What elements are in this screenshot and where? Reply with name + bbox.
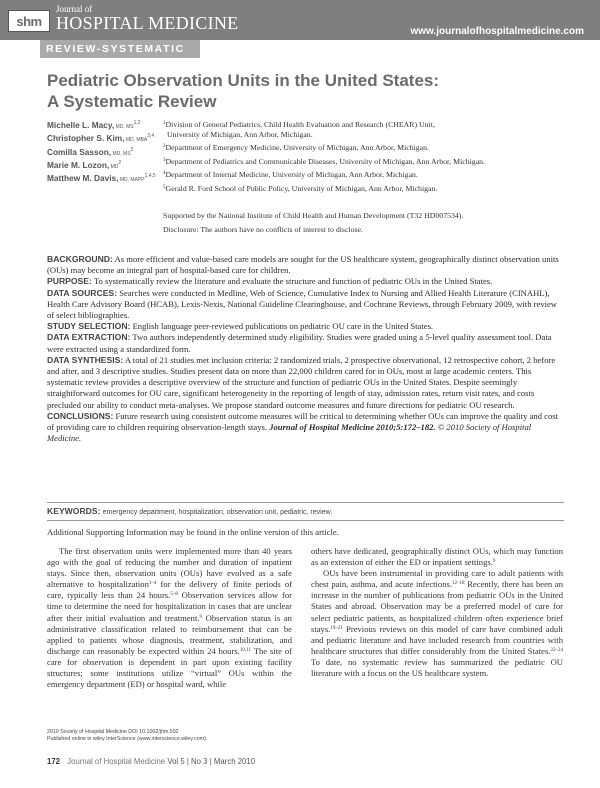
affiliation: $^5$Gerald R. Ford School of Public Policy, University of Michigan, Ann Arbor, Michigan. xyxy=(163,183,438,193)
affiliation-list xyxy=(163,119,563,196)
article-title xyxy=(47,70,547,112)
page-number: 172 xyxy=(47,757,61,766)
body-paragraph: The first observation units were implemented more than 40 years ago with the goal of reducing the number and duration of inpatient stays. Since then, observation units (OUs) have evolved as a safe alternative to hospitalization$^{1-4}$ for the delivery of finite periods of care, typically less than 24 hours.$^{5-8}$ Observation services allow for time to determine the need for hospitalization in cases that are unclear after their initial evaluation and treatment.$^9$ Observation status is an administrative classification related to reimbursement that can be applied to patients whose diagnosis, treatment, stabilization, and discharge can reasonably be expected within 24 hours.$^{10,11}$ The site of care for observation is dependent in part upon existing facility structures; some institutions utilize “virtual” OUs within the emergency department (ED) or hospital ward, while xyxy=(47,546,293,690)
abstract-data-sources: DATA SOURCES: Searches were conducted in Medline, Web of Science, Cumulative Index to Nursing and Allied Health Literature (CINAHL), Health Care Advisory Board (HCAB), Lexis-Nexis, National Guideline Clearinghouse, and Cochrane Reviews, through February 2009, with review of select bibliographies. xyxy=(47,287,558,321)
funding-statement: Supported by the National Institute of Child Health and Human Development (T32 HD007534). xyxy=(163,211,464,220)
author: Matthew M. Davis, MD, MAPP$^{1,4,5}$ xyxy=(47,173,156,184)
keywords: KEYWORDS: emergency department, hospitalization, observation unit, pediatric, review. xyxy=(47,506,333,516)
author: Christopher S. Kim, MD, MBA$^{3,4}$ xyxy=(47,133,155,144)
abstract-conclusions: CONCLUSIONS: Future research using consistent outcome measures will be critical to determining whether OUs can improve the quality and cost of providing care to children requiring observation-length stays. Journal of Hospital Medicine 2010;5:172–182. © 2010 Society of Hospital Medicine. xyxy=(47,410,558,444)
body-column-left xyxy=(47,546,292,690)
body-paragraph: OUs have been instrumental in providing care to adult patients with chest pain, asthma, and acute infections.$^{12-18}$ Recently, there has been an increase in the number of publications from pediatric OUs in the United States and abroad. Observation may be a preferred model of care for select pediatric patients, as hospitalized children often experience brief stays.$^{19-21}$ Previous reviews on this model of care have combined adult and pediatric literature and have included research from countries with healthcare structures that differ considerably from the United States.$^{22-24}$ To date, no systematic review has summarized the pediatric OU literature with a focus on the US healthcare system. xyxy=(311,568,563,679)
abstract-data-synthesis: DATA SYNTHESIS: A total of 21 studies met inclusion criteria: 2 randomized trials, 2 prospective observational, 12 retrospective cohort, 2 before and after, and 3 descriptive studies. Studies present data on more than 22,000 children cared for in OUs, most at large academic centers. This systematic review provides a descriptive overview of the structure and function of pediatric OUs in the United States. Despite seemingly straightforward outcomes for OU care, significant heterogeneity in the reporting of length of stay, admission rates, return visit rates, and costs precluded our ability to conduct meta-analyses. We propose standard outcome measures and future directions for pediatric OU research. xyxy=(47,354,556,410)
affiliation: $^4$Department of Internal Medicine, University of Michigan, Ann Arbor, Michigan. xyxy=(163,170,418,180)
affiliation: $^3$Department of Pediatrics and Communicable Diseases, University of Michigan, Ann Arbor, Michigan. xyxy=(163,156,486,166)
supporting-info-note: Additional Supporting Information may be found in the online version of this article. xyxy=(47,527,339,537)
abstract-purpose: PURPOSE: To systematically review the literature and evaluate the structure and function of pediatric OUs in the United States. xyxy=(47,276,493,287)
affiliation: $^1$Division of General Pediatrics, Child Health Evaluation and Research (CHEAR) Unit, University of Michigan, Ann Arbor, Michigan. xyxy=(163,120,435,139)
copyright: © 2010 Society of Hospital Medicine. xyxy=(47,422,532,444)
divider xyxy=(47,502,564,503)
title-line-2: A Systematic Review xyxy=(47,92,217,111)
journal-of-label: Journal of xyxy=(56,4,93,14)
author-list xyxy=(47,119,167,186)
affiliation: $^2$Department of Emergency Medicine, University of Michigan, Ann Arbor, Michigan. xyxy=(163,143,429,153)
abstract-study-selection: STUDY SELECTION: English language peer-reviewed publications on pediatric OU care in the United States. xyxy=(47,321,434,332)
abstract-data-extraction: DATA EXTRACTION: Two authors independently determined study eligibility. Studies were graded using a 5-level quality assessment tool. Data were extracted using a standardized form. xyxy=(47,332,552,354)
section-label: REVIEW-SYSTEMATIC xyxy=(46,43,185,55)
author: Comilla Sasson, MD, $MS^2$ xyxy=(47,146,134,157)
footnote: 2010 Society of Hospital Medicine DOI 10.1002/jhm.592 Published online in wiley InterScience (www.interscience.wiley.com). xyxy=(47,729,208,742)
author: Michelle L. Macy, MD, MS$^{1,2}$ xyxy=(47,119,141,130)
footer-issue: No 3 xyxy=(191,757,208,766)
body-column-right xyxy=(311,546,563,679)
footer-date: March 2010 xyxy=(213,757,256,766)
funding-disclosure xyxy=(163,211,563,239)
journal-url-link[interactable]: www.journalofhospitalmedicine.com xyxy=(410,26,584,37)
journal-masthead xyxy=(0,0,600,40)
author: Marie M. Lozon, $MD^2$ xyxy=(47,159,122,170)
abstract xyxy=(47,254,562,444)
divider xyxy=(47,520,564,521)
abstract-background: BACKGROUND: As more efficient and value-based care models are sought for the US healthcare system, geographically distinct observation units (OUs) may become an integral part of hospital-based care for children. xyxy=(47,254,559,276)
page-footer: 172 Journal of Hospital Medicine Vol 5 | No 3 | March 2010 xyxy=(47,757,256,766)
footer-volume: Vol 5 xyxy=(167,757,185,766)
disclosure-statement: Disclosure: The authors have no conflicts of interest to disclose. xyxy=(163,225,363,234)
footer-journal: Journal of Hospital Medicine xyxy=(67,757,166,766)
title-line-1: Pediatric Observation Units in the United States: xyxy=(47,71,440,90)
body-paragraph: others have dedicated, geographically distinct OUs, which may function as an extension of either the ED or inpatient settings.$^9$ xyxy=(311,546,563,568)
journal-name: HOSPITAL MEDICINE xyxy=(56,13,239,33)
shm-logo: shm xyxy=(8,10,50,32)
citation: Journal of Hospital Medicine 2010;5:172–182. xyxy=(269,422,436,433)
